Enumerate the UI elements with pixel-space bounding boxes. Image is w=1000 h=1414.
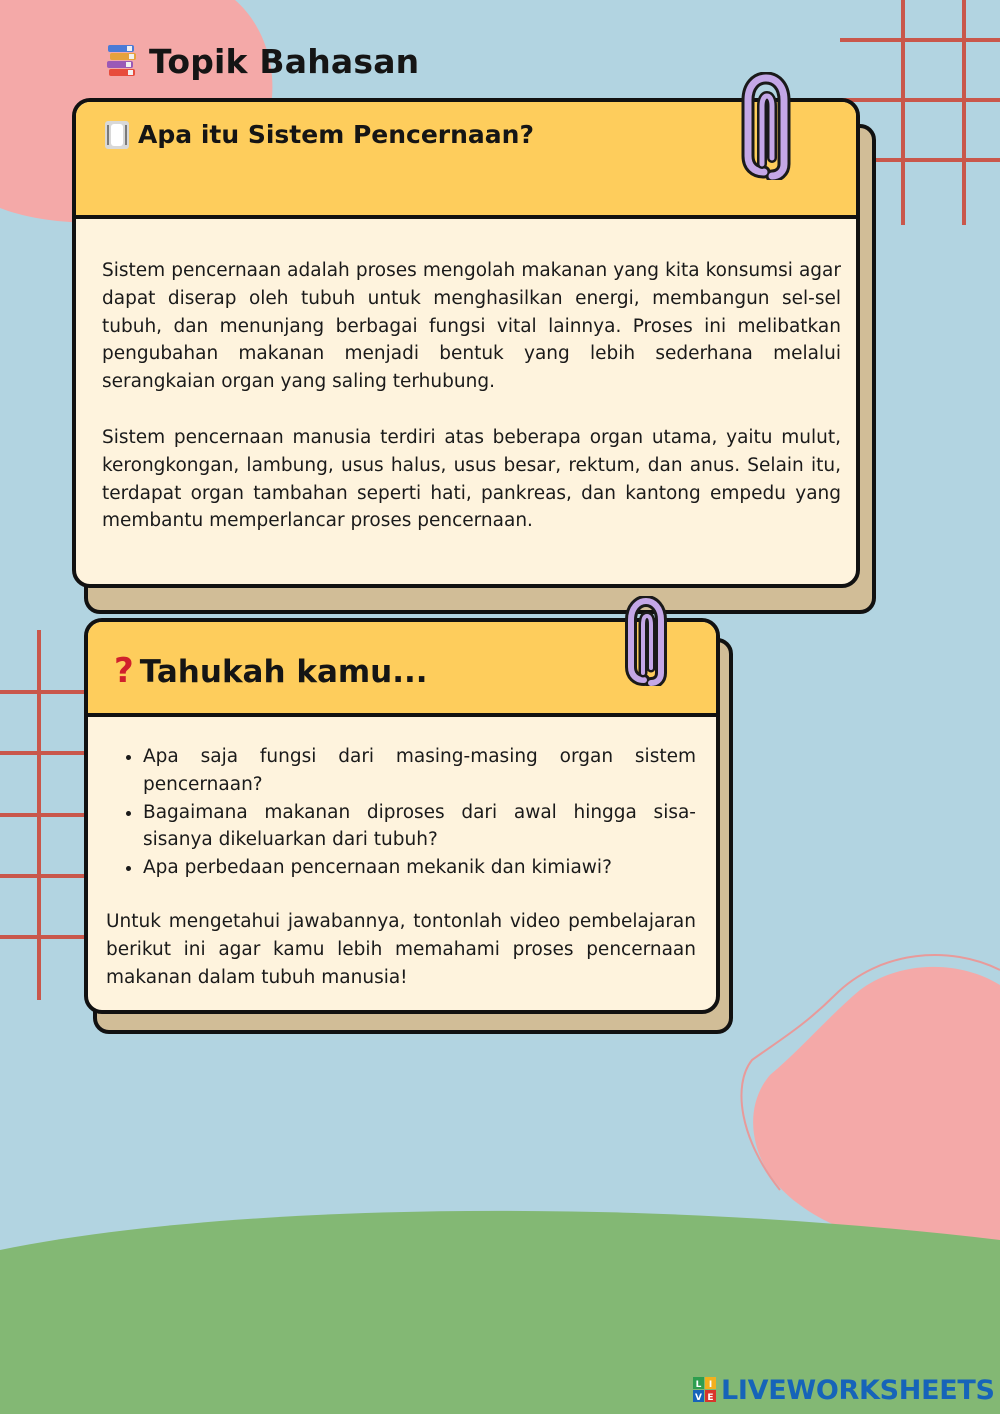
card-did-you-know-body	[88, 717, 716, 991]
fork-knife-plate-icon	[104, 120, 130, 150]
liveworksheets-logo	[693, 1372, 995, 1408]
brand-mark-letter-e: E	[707, 1393, 714, 1403]
books-icon	[105, 43, 139, 79]
paperclip-icon	[620, 596, 670, 686]
definition-paragraph-1: Sistem pencernaan adalah proses mengolah makanan yang kita konsumsi agar dapat diserap oleh tubuh untuk menghasilkan energi, membangun sel-sel tubuh, dan menunjang berbagai fungsi vital lainnya. Proses ini melibatkan pengubahan makanan menjadi bentuk yang lebih sederhana melalui serangkaian organ yang saling terhubung.	[102, 260, 841, 393]
brand-mark-letter-v: V	[695, 1393, 702, 1403]
list-item: • Bagaimana makanan diproses dari awal hingga sisa-sisanya dikeluarkan dari tubuh?	[143, 799, 696, 855]
page-title: Topik Bahasan	[149, 41, 420, 81]
grid-lines-left	[0, 630, 86, 1000]
brand-mark-letter-l: L	[695, 1380, 702, 1390]
definition-paragraph-2: Sistem pencernaan manusia terdiri atas beberapa organ utama, yaitu mulut, kerongkongan, lambung, usus halus, usus besar, rektum, dan anus. Selain itu, terdapat organ tambahan seperti hati, pankreas, dan kantong empedu yang membantu memperlancar proses pencernaan.	[102, 426, 841, 532]
pink-blob-bottom-right	[753, 967, 1000, 1255]
card-definition-title: Apa itu Sistem Pencernaan?	[138, 120, 534, 149]
closing-paragraph: Untuk mengetahui jawabannya, tontonlah video pembelajaran berikut ini agar kamu lebih memahami proses pencernaan makanan dalam tubuh manusia!	[106, 910, 696, 988]
question-mark-icon: ?	[114, 650, 134, 691]
list-item: • Apa perbedaan pencernaan mekanik dan kimiawi?	[143, 854, 696, 882]
page-heading	[105, 36, 419, 86]
brand-mark-icon	[693, 1377, 717, 1403]
card-did-you-know-title: Tahukah kamu...	[139, 653, 428, 690]
paperclip-icon	[734, 72, 794, 180]
list-item: • Apa saja fungsi dari masing-masing organ sistem pencernaan?	[143, 743, 696, 799]
question-list	[106, 743, 696, 882]
card-definition-body	[76, 219, 856, 535]
brand-name: LIVEWORKSHEETS	[721, 1374, 995, 1406]
brand-mark-letter-i: I	[708, 1380, 713, 1390]
